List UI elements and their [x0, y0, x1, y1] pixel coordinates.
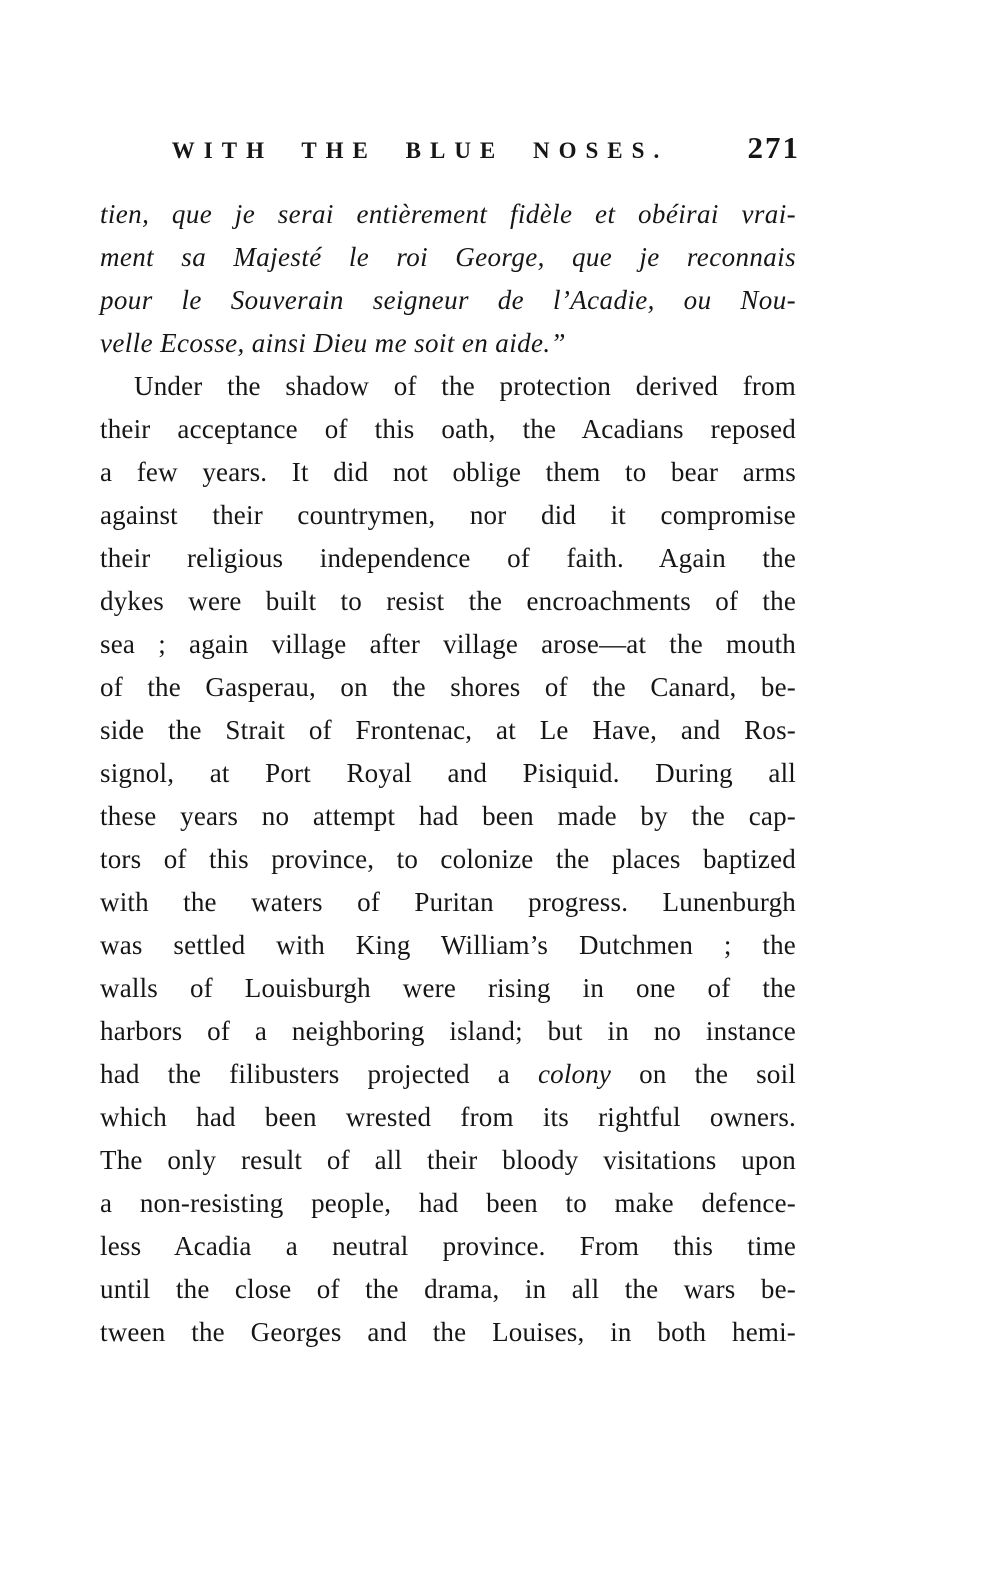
body-line: less Acadia a neutral province. From this time — [100, 1231, 796, 1261]
quote-line: pour le Souverain seigneur de l’Acadie, ou Nou- — [100, 285, 796, 315]
body-line: Under the shadow of the protection derived from — [134, 371, 796, 401]
body-line: which had been wrested from its rightful owners. — [100, 1102, 796, 1132]
body-line: their religious independence of faith. Again the — [100, 543, 796, 573]
running-header — [100, 130, 800, 174]
body-line: harbors of a neighboring island; but in no instance — [100, 1016, 796, 1046]
body-line: dykes were built to resist the encroachments of the — [100, 586, 796, 616]
body-line: tween the Georges and the Louises, in both hemi- — [100, 1317, 796, 1347]
body-line: sea ; again village after village arose—at the mouth — [100, 629, 796, 659]
body-line: The only result of all their bloody visitations upon — [100, 1145, 796, 1175]
quote-line: ment sa Majesté le roi George, que je reconnais — [100, 242, 796, 272]
body-line: side the Strait of Frontenac, at Le Have, and Ros- — [100, 715, 796, 745]
body-line: against their countrymen, nor did it compromise — [100, 500, 796, 530]
running-header-title: WITH THE BLUE NOSES. — [171, 138, 669, 163]
body-line: was settled with King William’s Dutchmen ; the — [100, 930, 796, 960]
page-number: 271 — [747, 130, 800, 165]
body-line: of the Gasperau, on the shores of the Canard, be- — [100, 672, 796, 702]
body-line: until the close of the drama, in all the wars be- — [100, 1274, 796, 1304]
body-line: walls of Louisburgh were rising in one of the — [100, 973, 796, 1003]
body-line: tors of this province, to colonize the places baptized — [100, 844, 796, 874]
body-paragraph — [100, 365, 796, 1354]
french-oath-quote — [100, 193, 796, 365]
body-line: these years no attempt had been made by the cap- — [100, 801, 796, 831]
body-line: their acceptance of this oath, the Acadians reposed — [100, 414, 796, 444]
body-line: signol, at Port Royal and Pisiquid. During all — [100, 758, 796, 788]
italic-word: colony — [537, 1059, 612, 1089]
body-line: with the waters of Puritan progress. Lunenburgh — [100, 887, 796, 917]
quote-line: velle Ecosse, ainsi Dieu me soit en aide.” — [100, 328, 566, 358]
quote-line: tien, que je serai entièrement fidèle et obéirai vrai- — [100, 199, 796, 229]
body-line: a few years. It did not oblige them to bear arms — [100, 457, 796, 487]
body-line: a non-resisting people, had been to make defence- — [100, 1188, 796, 1218]
body-line: had the filibusters projected a colony on the soil — [100, 1059, 796, 1089]
